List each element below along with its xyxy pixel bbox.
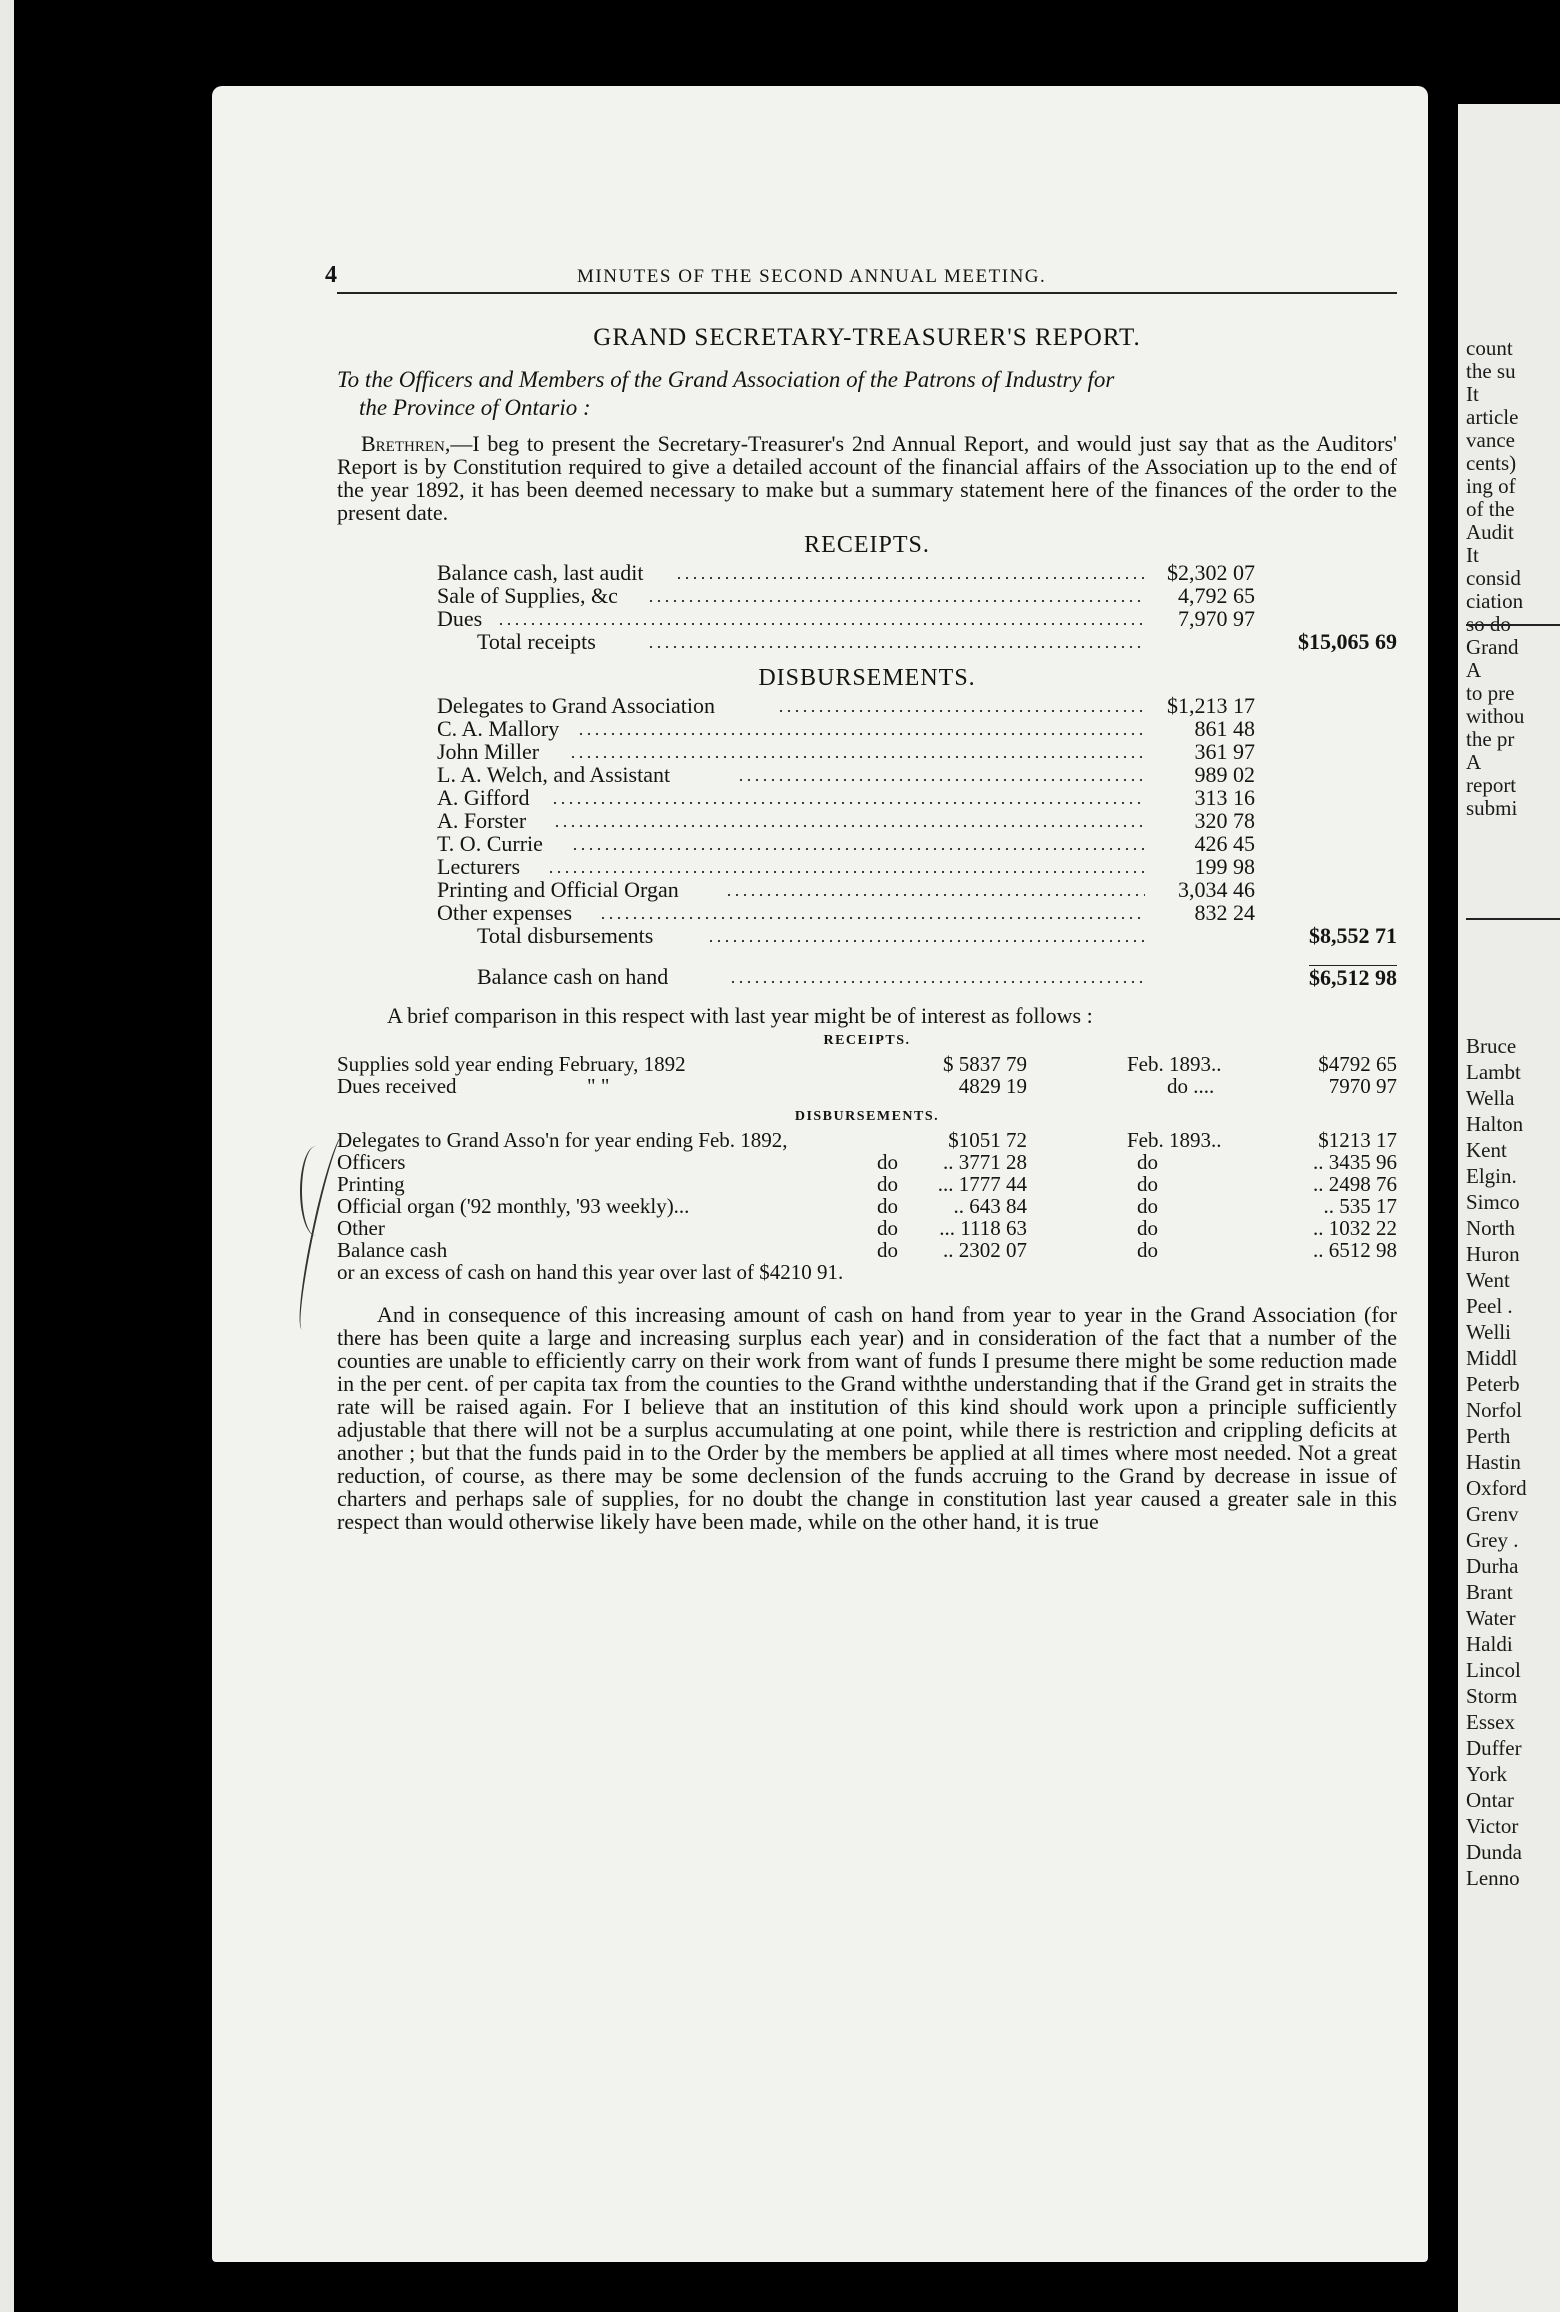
comparison-ditto: do [877, 1216, 898, 1240]
ledger-amount: $2,302 07 [1167, 560, 1255, 585]
comparison-receipts [337, 1053, 1397, 1097]
ledger-amount: 861 48 [1194, 716, 1255, 741]
comparison-prev: $ 5837 79 [943, 1052, 1027, 1076]
leader-dots [599, 916, 1145, 920]
comparison-ditto: do [877, 1150, 898, 1174]
ledger-amount: 426 45 [1194, 831, 1255, 856]
comparison-label: Printing [337, 1172, 405, 1196]
ledger-row [337, 901, 1397, 924]
ledger-amount: 199 98 [1194, 854, 1255, 879]
ledger-amount: 7,970 97 [1178, 606, 1255, 631]
ledger-label: Other expenses [437, 900, 573, 925]
adjacent-county-fragment: Welli [1466, 1320, 1511, 1344]
adjacent-page-edge [1458, 104, 1560, 2312]
leader-dots [647, 599, 1145, 603]
ledger-row [337, 878, 1397, 901]
adjacent-county-fragment: Elgin. [1466, 1164, 1517, 1188]
comparison-intro: A brief comparison in this respect with last year might be of interest as follows : [387, 1003, 1093, 1028]
ledger-row [337, 717, 1397, 740]
comparison-receipts-heading: RECEIPTS. [823, 1033, 911, 1048]
adjacent-text-fragment: to pre [1466, 681, 1515, 705]
adjacent-county-fragment: Haldi [1466, 1632, 1513, 1656]
ledger-amount: 3,034 46 [1178, 877, 1255, 902]
adjacent-county-fragment: Lincol [1466, 1658, 1521, 1682]
adjacent-county-fragment: Lenno [1466, 1866, 1520, 1890]
ledger-label: A. Forster [437, 808, 527, 833]
comparison-disb-heading: DISBURSEMENTS. [794, 1109, 940, 1124]
ledger-label: C. A. Mallory [437, 716, 560, 741]
page-content [325, 252, 1397, 1534]
comparison-ditto: " " [587, 1074, 610, 1098]
adjacent-county-fragment: Storm [1466, 1684, 1518, 1708]
ledger-label: Dues [437, 606, 483, 631]
leader-dots [737, 778, 1145, 782]
adjacent-county-fragment: Brant [1466, 1580, 1513, 1604]
adjacent-county-fragment: Durha [1466, 1554, 1519, 1578]
adjacent-county-fragment: Lambt [1466, 1060, 1521, 1084]
salutation: Brethren, [361, 431, 451, 456]
leader-dots [569, 755, 1145, 759]
ledger-row [337, 607, 1397, 630]
ledger-row [337, 561, 1397, 584]
ledger-label: Total disbursements [477, 923, 654, 948]
comparison-disbursements [337, 1129, 1397, 1283]
ledger-row [337, 855, 1397, 878]
adjacent-rule [1466, 918, 1560, 920]
ledger-balance-row [337, 965, 1397, 988]
comparison-label: Official organ ('92 monthly, '93 weekly)... [337, 1194, 690, 1218]
ledger-label: Balance cash on hand [477, 964, 669, 989]
adjacent-county-fragment: Huron [1466, 1242, 1520, 1266]
adjacent-county-fragment: Grenv [1466, 1502, 1519, 1526]
disbursements-heading: DISBURSEMENTS. [758, 665, 976, 691]
disbursements-ledger [337, 694, 1397, 988]
adjacent-county-fragment: York [1466, 1762, 1508, 1786]
adjacent-text-fragment: A [1466, 658, 1482, 682]
adjacent-text-fragment: report [1466, 773, 1517, 797]
comparison-row [337, 1053, 1397, 1075]
adjacent-rule [1466, 624, 1560, 626]
leader-dots [571, 847, 1145, 851]
adjacent-county-fragment: Norfol [1466, 1398, 1522, 1422]
adjacent-county-fragment: Hastin [1466, 1450, 1521, 1474]
adjacent-text-fragment: submi [1466, 796, 1518, 820]
adjacent-text-fragment: the pr [1466, 727, 1515, 751]
ledger-row [337, 786, 1397, 809]
adjacent-county-fragment: Ontar [1466, 1788, 1514, 1812]
adjacent-county-fragment: North [1466, 1216, 1515, 1240]
comparison-row [337, 1195, 1397, 1217]
comparison-row [337, 1129, 1397, 1151]
adjacent-text-fragment: Grand [1466, 635, 1519, 659]
comparison-label: Delegates to Grand Asso'n for year ending Feb. 1892, [337, 1128, 788, 1152]
ledger-label: Total receipts [477, 629, 596, 654]
adjacent-county-fragment: Kent [1466, 1138, 1507, 1162]
adjacent-county-fragment: Peel . [1466, 1294, 1513, 1318]
ledger-label: L. A. Welch, and Assistant [437, 762, 671, 787]
report-address [337, 366, 1397, 422]
adjacent-text-fragment: withou [1466, 704, 1525, 728]
comparison-cur: .. 2498 76 [1313, 1172, 1397, 1196]
receipts-heading: RECEIPTS. [804, 532, 930, 558]
running-header [325, 252, 1397, 294]
comparison-cur: .. 1032 22 [1313, 1216, 1397, 1240]
adjacent-text-fragment: Audit [1466, 520, 1514, 544]
leader-dots [497, 622, 1145, 626]
comparison-cur: .. 3435 96 [1313, 1150, 1397, 1174]
ledger-label: John Miller [437, 739, 540, 764]
adjacent-county-fragment: Went [1466, 1268, 1510, 1292]
adjacent-text-fragment: the su [1466, 359, 1516, 383]
comparison-cur: $1213 17 [1318, 1128, 1397, 1152]
comparison-prev: 4829 19 [958, 1074, 1027, 1098]
adjacent-text-fragment: so do [1466, 612, 1511, 636]
intro-text: —I beg to present the Secretary-Treasurer's 2nd Annual Report, and would just say that as the Auditors' Report is by Constitution required to give a detailed account of the financial affairs of the Association up to the end of the year 1892, it has been deemed necessary to make but a summary statement here of the finances of the order to the present date. [337, 431, 1397, 525]
ledger-row [337, 832, 1397, 855]
adjacent-text-fragment: article [1466, 405, 1519, 429]
adjacent-county-fragment: Simco [1466, 1190, 1520, 1214]
ledger-row [337, 740, 1397, 763]
excess-line: or an excess of cash on hand this year over last of $4210 91. [337, 1260, 844, 1284]
comparison-prev: $1051 72 [948, 1128, 1027, 1152]
ledger-total: $15,065 69 [1298, 629, 1397, 654]
leader-dots [675, 576, 1145, 580]
ledger-row [337, 694, 1397, 717]
comparison-cur-label: do [1137, 1150, 1158, 1174]
adjacent-county-fragment: Water [1466, 1606, 1516, 1630]
comparison-label: Balance cash [337, 1238, 448, 1262]
comparison-cur: 7970 97 [1328, 1074, 1397, 1098]
ledger-row [337, 763, 1397, 786]
adjacent-text-fragment: cents) [1466, 451, 1517, 475]
running-title: MINUTES OF THE SECOND ANNUAL MEETING. [577, 266, 1047, 287]
comparison-cur: $4792 65 [1318, 1052, 1397, 1076]
comparison-row [337, 1151, 1397, 1173]
scan-edge-left [0, 0, 14, 2312]
ledger-amount: 989 02 [1194, 762, 1255, 787]
leader-dots [725, 893, 1145, 897]
document-page [212, 86, 1428, 2262]
comparison-label: Other [337, 1216, 385, 1240]
comparison-cur-label: do [1137, 1216, 1158, 1240]
ledger-label: Sale of Supplies, &c [437, 583, 618, 608]
ledger-label: Lecturers [437, 854, 521, 879]
comparison-row [337, 1173, 1397, 1195]
adjacent-text-fragment: count [1466, 336, 1513, 360]
comparison-prev: ... 1777 44 [937, 1172, 1027, 1196]
adjacent-county-fragment: Oxford [1466, 1476, 1527, 1500]
comparison-ditto: do [877, 1238, 898, 1262]
ledger-amount: 361 97 [1194, 739, 1255, 764]
adjacent-county-fragment: Peterb [1466, 1372, 1520, 1396]
ledger-row [337, 584, 1397, 607]
adjacent-county-fragment: Essex [1466, 1710, 1515, 1734]
comparison-ditto: do [877, 1194, 898, 1218]
ledger-label: Printing and Official Organ [437, 877, 679, 902]
leader-dots [577, 732, 1145, 736]
comparison-prev: .. 2302 07 [943, 1238, 1027, 1262]
address-line: the Province of Ontario : [359, 395, 591, 420]
ledger-amount: $1,213 17 [1167, 693, 1255, 718]
ledger-row [337, 809, 1397, 832]
leader-dots [551, 801, 1145, 805]
ledger-amount: 313 16 [1194, 785, 1255, 810]
closing-paragraph: And in consequence of this increasing amount of cash on hand from year to year in the Grand Association (for there has been quite a large and increasing surplus each year) and in consideration of the fact that a number of the counties are unable to efficiently carry on their work from want of funds I presume there might be some reduction made in the per cent. of per capita tax from the counties to the Grand withthe understanding that if the Grand get in straits the rate will be raised again. For I believe that an institution of this kind should work upon a principle sufficiently adjustable that there will not be a surplus accumulating at one point, while there is restriction and crippling deficits at another ; but that the funds paid in to the Order by the members be applied at all times where most needed. Not a great reduction, of course, as there may be some declension of the funds accruing to the Grand by decrease in issue of charters and perhaps sale of supplies, for no doubt the change in constitution last year caused a greater sale in this respect than would otherwise likely have been made, while on the other hand, it is true [337, 1302, 1397, 1534]
ledger-total-row [337, 924, 1397, 947]
comparison-prev: .. 3771 28 [943, 1150, 1027, 1174]
ledger-label: Balance cash, last audit [437, 560, 644, 585]
comparison-cur-label: do [1137, 1194, 1158, 1218]
adjacent-text-fragment: It [1466, 382, 1479, 406]
comparison-row [337, 1239, 1397, 1261]
ledger-amount: 832 24 [1194, 900, 1255, 925]
adjacent-county-fragment: Duffer [1466, 1736, 1522, 1760]
leader-dots [707, 939, 1145, 943]
comparison-cur-label: Feb. 1893.. [1127, 1128, 1222, 1152]
comparison-row [337, 1217, 1397, 1239]
comparison-prev: .. 643 84 [953, 1194, 1027, 1218]
adjacent-county-fragment: Halton [1466, 1112, 1524, 1136]
comparison-label: Supplies sold year ending February, 1892 [337, 1052, 686, 1076]
comparison-ditto: do [877, 1172, 898, 1196]
leader-dots [729, 980, 1145, 984]
ledger-amount: 4,792 65 [1178, 583, 1255, 608]
leader-dots [553, 824, 1145, 828]
comparison-cur: .. 535 17 [1323, 1194, 1397, 1218]
address-line: To the Officers and Members of the Grand Association of the Patrons of Industry for [337, 367, 1115, 392]
adjacent-text-fragment: consid [1466, 566, 1521, 590]
adjacent-county-fragment: Victor [1466, 1814, 1519, 1838]
adjacent-text-fragment: ciation [1466, 589, 1524, 613]
ledger-balance: $6,512 98 [1309, 965, 1397, 990]
adjacent-county-fragment: Dunda [1466, 1840, 1522, 1864]
ledger-label: T. O. Currie [437, 831, 543, 856]
adjacent-county-fragment: Perth [1466, 1424, 1511, 1448]
comparison-cur-label: do [1137, 1238, 1158, 1262]
comparison-cur-label: Feb. 1893.. [1127, 1052, 1222, 1076]
leader-dots [547, 870, 1145, 874]
adjacent-county-fragment: Bruce [1466, 1034, 1517, 1058]
adjacent-county-fragment: Wella [1466, 1086, 1515, 1110]
adjacent-text-fragment: A [1466, 750, 1482, 774]
adjacent-county-fragment: Middl [1466, 1346, 1518, 1370]
ledger-label: Delegates to Grand Association [437, 693, 715, 718]
adjacent-text-fragment: vance [1466, 428, 1515, 452]
intro-paragraph [337, 432, 1397, 524]
report-title: GRAND SECRETARY-TREASURER'S REPORT. [593, 324, 1141, 351]
adjacent-county-fragment: Grey . [1466, 1528, 1519, 1552]
comparison-row [337, 1075, 1397, 1097]
adjacent-text-fragment: of the [1466, 497, 1515, 521]
ledger-label: A. Gifford [437, 785, 530, 810]
comparison-label: Dues received [337, 1074, 457, 1098]
leader-dots [777, 709, 1145, 713]
page-number: 4 [325, 262, 339, 288]
ledger-total-row [337, 630, 1397, 653]
comparison-cur: .. 6512 98 [1313, 1238, 1397, 1262]
adjacent-text-fragment: ing of [1466, 474, 1516, 498]
comparison-prev: ... 1118 63 [939, 1216, 1027, 1240]
comparison-label: Officers [337, 1150, 406, 1174]
comparison-cur-label: do .... [1167, 1074, 1215, 1098]
comparison-cur-label: do [1137, 1172, 1158, 1196]
receipts-ledger [337, 561, 1397, 653]
adjacent-text-fragment: It [1466, 543, 1479, 567]
ledger-amount: 320 78 [1194, 808, 1255, 833]
leader-dots [647, 645, 1145, 649]
ledger-total: $8,552 71 [1309, 923, 1397, 948]
